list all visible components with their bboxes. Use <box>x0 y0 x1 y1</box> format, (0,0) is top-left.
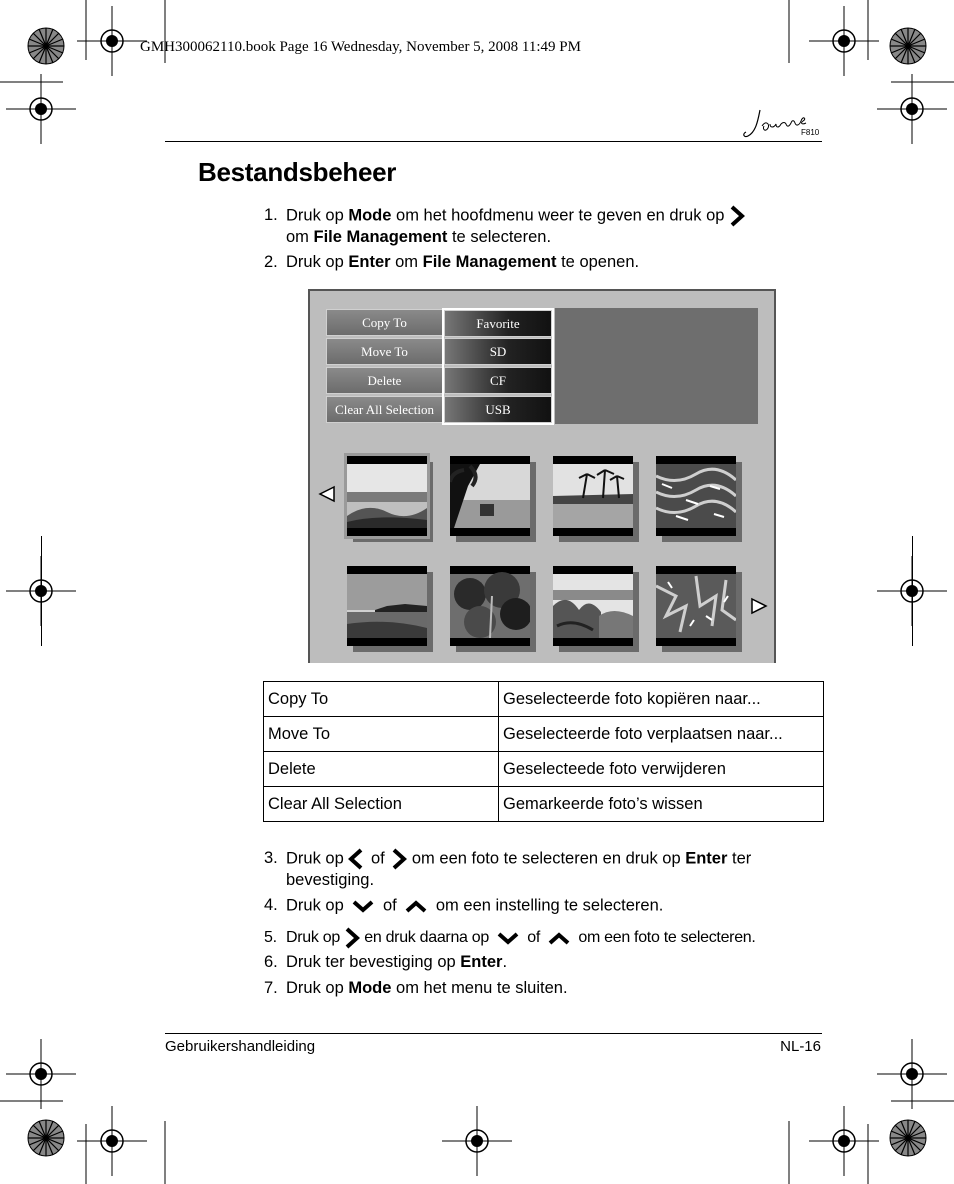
table-row <box>264 682 824 717</box>
file-management-screen <box>308 289 776 663</box>
menu-copy-to[interactable]: Copy To <box>326 309 443 336</box>
page-number: NL-16 <box>780 1038 821 1055</box>
registration-mark-icon <box>809 6 879 76</box>
step-2: 2. Druk op Enter om File Management te openen. <box>264 253 640 271</box>
step-4: 4. Druk op of om een instelling te selecteren. <box>264 895 663 917</box>
target-usb[interactable]: USB <box>444 396 552 423</box>
step-3: 3. Druk op of om een foto te selecteren en druk op Enter ter <box>264 848 751 870</box>
step-5: 5. Druk op en druk daarna op of om een foto te selecteren. <box>264 927 756 949</box>
photo-thumbnail[interactable] <box>450 566 530 646</box>
registration-mark-icon <box>877 74 947 144</box>
step-6: 6. Druk ter bevestiging op Enter. <box>264 953 508 971</box>
photo-thumbnail[interactable] <box>553 456 633 536</box>
step-3-cont: bevestiging. <box>286 871 375 889</box>
registration-mark-icon <box>442 1106 512 1176</box>
table-cell-option: Move To <box>264 717 499 752</box>
registration-mark-icon <box>77 1106 147 1176</box>
target-favorite[interactable]: Favorite <box>444 310 552 337</box>
registration-mark-icon <box>77 6 147 76</box>
color-rosette-icon <box>27 27 65 65</box>
photo-thumbnail[interactable] <box>347 456 427 536</box>
down-arrow-icon <box>348 895 378 917</box>
crop-line <box>41 536 42 646</box>
footer-rule <box>165 1033 822 1034</box>
photo-thumbnail[interactable] <box>450 456 530 536</box>
right-arrow-icon <box>389 848 407 870</box>
down-arrow-icon <box>493 927 523 949</box>
crop-line <box>912 536 913 646</box>
registration-mark-icon <box>6 1039 76 1109</box>
photo-thumbnail[interactable] <box>656 566 736 646</box>
color-rosette-icon <box>27 1119 65 1157</box>
step-7: 7. Druk op Mode om het menu te sluiten. <box>264 979 568 997</box>
table-cell-option: Copy To <box>264 682 499 717</box>
right-arrow-icon[interactable] <box>750 597 768 615</box>
right-arrow-icon <box>729 205 745 227</box>
menu-move-to[interactable]: Move To <box>326 338 443 365</box>
table-cell-desc: Geselecteede foto verwijderen <box>499 752 824 787</box>
photo-thumbnail[interactable] <box>553 566 633 646</box>
registration-mark-icon <box>877 1039 947 1109</box>
target-sd[interactable]: SD <box>444 338 552 365</box>
print-slug: GMH300062110.book Page 16 Wednesday, November 5, 2008 11:49 PM <box>140 39 581 55</box>
page-title: Bestandsbeheer <box>198 157 397 187</box>
step-1-cont: om File Management te selecteren. <box>286 228 552 246</box>
menu-delete[interactable]: Delete <box>326 367 443 394</box>
left-arrow-icon[interactable] <box>318 485 336 503</box>
registration-mark-icon <box>6 74 76 144</box>
menu-clear-all-selection[interactable]: Clear All Selection <box>326 396 443 423</box>
footer-title: Gebruikershandleiding <box>165 1038 316 1055</box>
table-row <box>264 752 824 787</box>
step-1: 1. Druk op Mode om het hoofdmenu weer te geven en druk op <box>264 205 745 227</box>
header-rule <box>165 141 822 142</box>
up-arrow-icon <box>544 927 574 949</box>
model-label: F810 <box>801 128 820 137</box>
color-rosette-icon <box>889 1119 927 1157</box>
target-cf[interactable]: CF <box>444 367 552 394</box>
options-table <box>263 681 824 822</box>
color-rosette-icon <box>889 27 927 65</box>
left-arrow-icon <box>348 848 366 870</box>
up-arrow-icon <box>401 895 431 917</box>
table-cell-desc: Gemarkeerde foto’s wissen <box>499 787 824 822</box>
table-cell-desc: Geselecteerde foto kopiëren naar... <box>499 682 824 717</box>
table-cell-desc: Geselecteerde foto verplaatsen naar... <box>499 717 824 752</box>
table-row <box>264 787 824 822</box>
registration-mark-icon <box>809 1106 879 1176</box>
right-arrow-icon <box>344 927 360 949</box>
photo-thumbnail[interactable] <box>347 566 427 646</box>
table-cell-option: Delete <box>264 752 499 787</box>
photo-thumbnail[interactable] <box>656 456 736 536</box>
table-cell-option: Clear All Selection <box>264 787 499 822</box>
table-row <box>264 717 824 752</box>
journe-logo-icon <box>742 104 822 144</box>
preview-pane <box>555 308 758 424</box>
